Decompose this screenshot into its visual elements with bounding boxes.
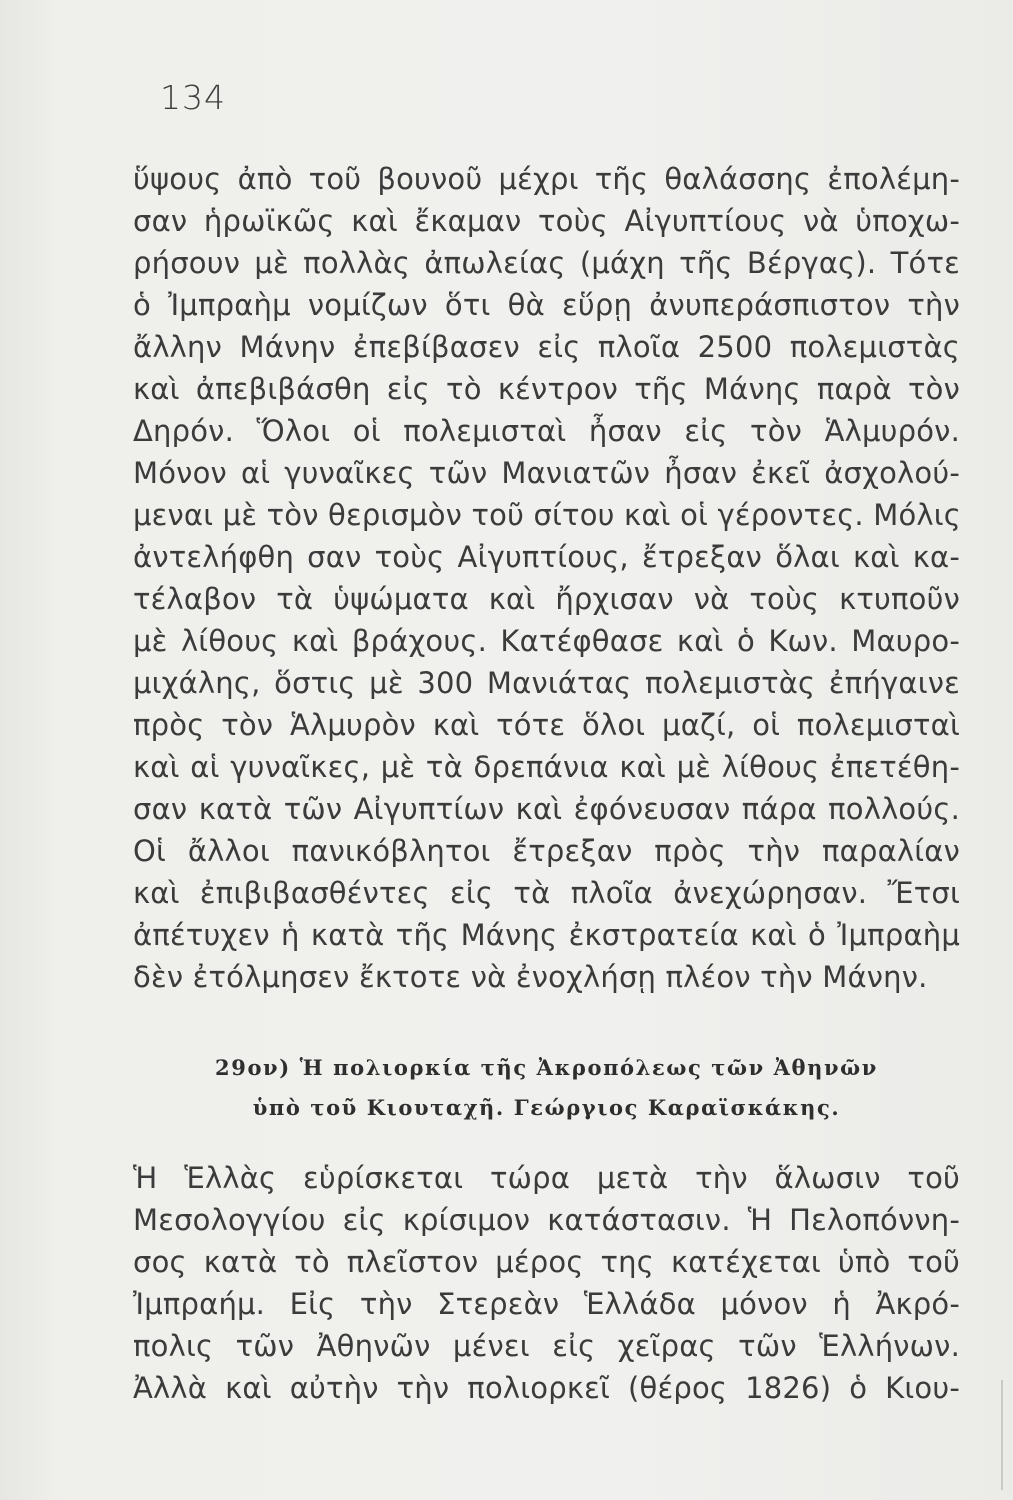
text-line: σαν κατὰ τῶν Αἰγυπτίων καὶ ἐφόνευσαν πάρα πολλούς. <box>133 792 960 826</box>
text-line: σος κατὰ τὸ πλεῖστον μέρος της κατέχεται ὑπὸ τοῦ <box>133 1245 960 1279</box>
text-line: σαν ἡρωϊκῶς καὶ ἔκαμαν τοὺς Αἰγυπτίους νὰ ὑποχω- <box>133 204 960 238</box>
section-heading-line: ὑπὸ τοῦ Κιουταχῆ. Γεώργιος Καραϊσκάκης. <box>252 1095 841 1120</box>
text-line: μὲ λίθους καὶ βράχους. Κατέφθασε καὶ ὁ Κων. Μαυρο- <box>133 624 960 658</box>
text-line: πολις τῶν Ἀθηνῶν μένει εἰς χεῖρας τῶν Ἑλλήνων. <box>133 1329 960 1363</box>
text-line: Μεσολογγίου εἰς κρίσιμον κατάστασιν. Ἡ Πελοπόννη- <box>133 1203 960 1237</box>
text-line: ρήσουν μὲ πολλὰς ἀπωλείας (μάχη τῆς Βέργας). Τότε <box>133 246 960 280</box>
text-line: μεναι μὲ τὸν θερισμὸν τοῦ σίτου καὶ οἱ γέροντες. Μόλις <box>133 498 962 532</box>
text-line: δὲν ἐτόλμησεν ἔκτοτε νὰ ἐνοχλήσῃ πλέον τὴν Μάνην. <box>133 960 928 994</box>
text-line: Μόνον αἱ γυναῖκες τῶν Μανιατῶν ἦσαν ἐκεῖ ἀσχολού- <box>133 456 960 490</box>
page-number: 134 <box>160 78 226 117</box>
section-heading-line: 29ον) Ἡ πολιορκία τῆς Ἀκροπόλεως τῶν Ἀθηνῶν <box>215 1055 878 1080</box>
text-line: Ἰμπραήμ. Εἰς τὴν Στερεὰν Ἑλλάδα μόνον ἡ Ἀκρό- <box>133 1287 960 1321</box>
text-line: πρὸς τὸν Ἁλμυρὸν καὶ τότε ὅλοι μαζί, οἱ πολεμισταὶ <box>133 708 960 742</box>
text-line: καὶ ἐπιβιβασθέντες εἰς τὰ πλοῖα ἀνεχώρησαν. Ἔτσι <box>133 876 960 910</box>
text-line: ἄλλην Μάνην ἐπεβίβασεν εἰς πλοῖα 2500 πολεμιστὰς <box>133 330 960 364</box>
text-line: ἀντελήφθη σαν τοὺς Αἰγυπτίους, ἔτρεξαν ὅλαι καὶ κα- <box>133 540 960 574</box>
text-line: τέλαβον τὰ ὑψώματα καὶ ἤρχισαν νὰ τοὺς κτυποῦν <box>133 582 960 616</box>
text-line: ἀπέτυχεν ἡ κατὰ τῆς Μάνης ἐκστρατεία καὶ ὁ Ἰμπραὴμ <box>133 918 960 952</box>
text-line: Ἀλλὰ καὶ αὐτὴν τὴν πολιορκεῖ (θέρος 1826) ὁ Κιου- <box>133 1371 960 1405</box>
text-line: Οἱ ἄλλοι πανικόβλητοι ἔτρεξαν πρὸς τὴν παραλίαν <box>133 834 960 868</box>
text-line: Ἡ Ἑλλὰς εὑρίσκεται τώρα μετὰ τὴν ἅλωσιν τοῦ <box>133 1161 960 1195</box>
text-line: ὕψους ἀπὸ τοῦ βουνοῦ μέχρι τῆς θαλάσσης ἐπολέμη- <box>133 162 960 196</box>
text-line: καὶ ἀπεβιβάσθη εἰς τὸ κέντρον τῆς Μάνης παρὰ τὸν <box>133 372 960 406</box>
text-line: Δηρόν. Ὅλοι οἱ πολεμισταὶ ἦσαν εἰς τὸν Ἁλμυρόν. <box>133 414 960 448</box>
text-line: μιχάλης, ὅστις μὲ 300 Μανιάτας πολεμιστὰς ἐπήγαινε <box>133 666 960 700</box>
page-edge-shadow <box>1001 1380 1003 1490</box>
text-line: ὁ Ἰμπραὴμ νομίζων ὅτι θὰ εὕρῃ ἀνυπεράσπιστον τὴν <box>133 288 960 322</box>
text-line: καὶ αἱ γυναῖκες, μὲ τὰ δρεπάνια καὶ μὲ λίθους ἐπετέθη- <box>133 750 960 784</box>
